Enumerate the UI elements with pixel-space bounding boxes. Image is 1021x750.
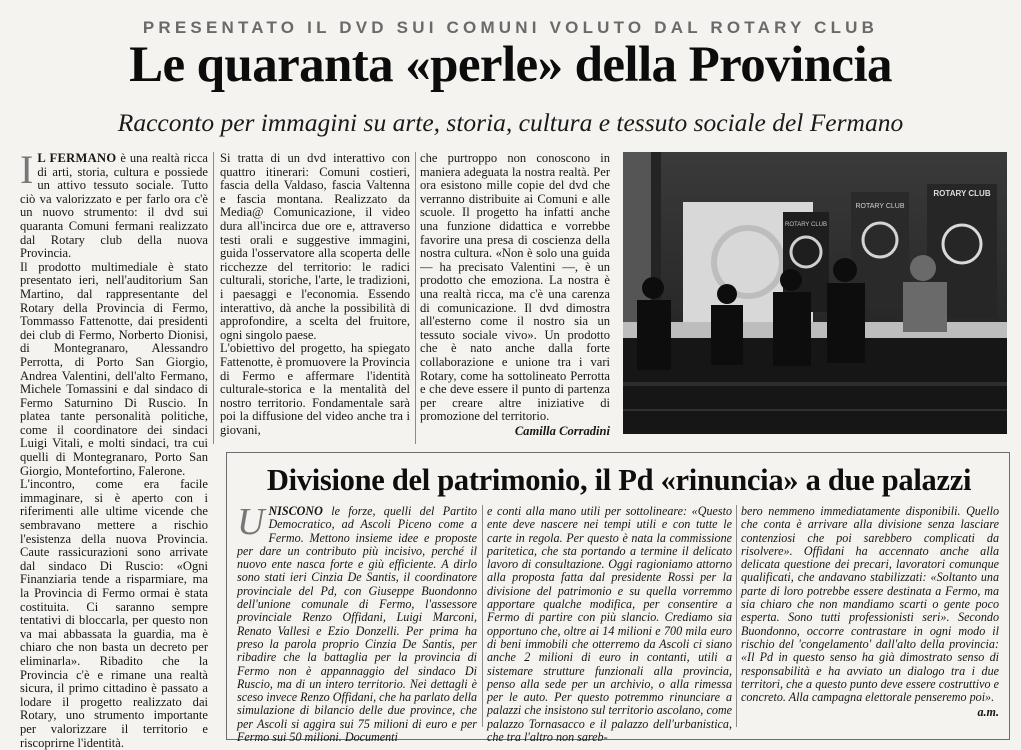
sidebar-paragraph: e conti alla mano utili per sottolineare: «Questo ente deve nascere nei tempi utili e con tutte le carte in regola. Per questo è nata la commissione paritetica, che sta portando a termine il delicato lavoro di consultazione. Oggi ragioniamo attorno alla proposta fatta dal presidente Rossi per la divisione del patrimonio e su quella vorremmo apportare qualche modifica, per consentire a Fermo di partire con più slancio. Crediamo sia opportuno che, oltre ai 14 milioni e 700 mila euro di beni immobili che otterremo da Ascoli ci siano anche 2 milioni di euro in contanti, utili a sistemare strutture funzionali alla provincia, penso alla sede per un archivio, o alla rimessa per le auto. Per questo potremmo rinunciare a palazzi che insistono sul territorio ascolano, come palazzo Tornasacco e il palazzo dell'urbanistica, che tra l'altro non sareb- xyxy=(487,504,732,745)
byline: Camilla Corradini xyxy=(514,423,610,438)
sidebar-paragraph xyxy=(237,501,477,745)
article-paragraph: Si tratta di un dvd interattivo con quattro itinerari: Comuni costieri, fascia della Valdaso, fascia Valtenna e fascia montana. Realizzato da Media@ Comunicazione, il video dura all'incirca due ore e, attraverso testi orali e suggestive immagini, guida l'osservatore alla scoperta delle ricchezze del territorio: le radici culturali, storiche, l'arte, le tradizioni, i paesaggi e l'economia. Essendo interattivo, dà anche la possibilità di approfondire, a scelta del fruitore, ogni singolo paese. xyxy=(220,151,410,342)
article-column-3 xyxy=(420,152,610,438)
event-photo xyxy=(623,152,1007,434)
lead-caps: NISCONO xyxy=(268,504,323,518)
article-paragraph xyxy=(20,147,208,261)
banner-label: ROTARY CLUB xyxy=(784,222,828,228)
banner-label: ROTARY CLUB xyxy=(933,189,991,198)
subhead: Racconto per immagini su arte, storia, cultura e tessuto sociale del Fermano xyxy=(117,108,904,137)
article-column-1 xyxy=(20,147,208,750)
lead-caps: L FERMANO xyxy=(37,151,117,165)
article-paragraph: che purtroppo non conoscono in maniera adeguata la nostra realtà. Per ora esistono mille copie del dvd che verranno distribuite ai Comuni e alle scuole. Il progetto ha infatti anche una funzione didattica e vorrebbe favorire una presa di coscienza della nostra cultura. «Non è solo una guida — ha precisato Valentini —, è un prodotto che emoziona. La nostra è una realtà ricca, ma c'è una carenza di comunicazione. Il dvd dimostra all'esterno come il nostro sia un tessuto sociale vivo». Un prodotto che è nato anche dalla forte collaborazione e unione tra i vari Rotary, come ha sottolineato Perrotta e che deve essere il punto di partenza per creare altre iniziative di promozione del territorio. xyxy=(420,151,610,424)
article-paragraph: L'incontro, come era facile immaginare, si è aperto con i riferimenti alle ultime vicende che sembravano mettere a rischio l'esistenza della nuova Provincia. Caute rassicurazioni sono arrivate dal sindaco Di Ruscio: «Ogni Finanziaria tende a risparmiare, ma la Provincia di Fermo ormai è stata costituita. Ci saranno sempre tentativi di bloccarla, per questo non va mai abbassata la guardia, ma è chiaro che non basta un decreto per eliminarla». Ribadito che la Provincia c'è e rimane una realtà sicura, il primo cittadino è passato a lodare il progetto realizzato dai Rotary, uno strumento importante per valorizzare il territorio e riscoprirne l'identità. xyxy=(20,477,208,750)
signature: a.m. xyxy=(977,705,999,720)
article-column-2 xyxy=(220,152,410,437)
kicker: PRESENTATO IL DVD SUI COMUNI VOLUTO DAL ROTARY CLUB xyxy=(142,18,879,37)
sidebar-column-1 xyxy=(237,501,477,745)
column-divider xyxy=(736,505,737,727)
sidebar-column-3 xyxy=(741,505,999,720)
sidebar-column-2 xyxy=(487,505,732,744)
column-divider xyxy=(415,152,416,444)
event-photo-graphic xyxy=(623,152,1007,434)
sidebar-paragraph: bero nemmeno immediatamente disponibili. Quello che conta è arrivare alla divisione senza lasciare contenziosi che poi sarebbero complicati da risolvere». Offidani ha accennato anche alla delicata questione dei precari, lavoratori comunque qualificati, che andavano stabilizzati: «Soltanto una parte di loro potrebbe essere destinata a Fermo, ma sia chiaro che non mandiamo scarti o gente poco esperta. Sono tutti professionisti seri». Secondo Buondonno, occorre contrastare in ogni modo il rischio del 'congelamento' dall'alto della provincia: «Il Pd in questo senso ha già dimostrato senso di responsabilità e ha avviato un dialogo tra i due territori, che a questo punto deve essere costruttivo e concreto. Alla campagna elettorale penseremo poi». xyxy=(741,504,999,705)
sidebar-article xyxy=(226,452,1010,745)
banner-label: ROTARY CLUB xyxy=(855,203,905,210)
sidebar-text: le forze, quelli del Partito Democratico, ad Ascoli Piceno come a Fermo. Mettono insieme idee e proposte per dare un contributo più incisivo, perché il nuovo ente nasca forte e giù efficiente. A dirlo sono stati ieri Cinzia De Santis, il coordinatore provinciale del Pd, con Giuseppe Buondonno dell'unione comunale di Fermo, l'assessore provinciale Renzo Offidani, Luigi Marconi, Renato Vallesi e Ezio Donzelli. Per prima ha preso la parola proprio Cinzia De Santis, per ribadire che la battaglia per la provincia di Fermo non è appannaggio del sindaco Di Ruscio, ma di un intero territorio. Nei dettagli è sceso invece Renzo Offidani, che ha parlato della simulazione di bilancio delle due province, che per Ascoli si aggira sui 75 milioni di euro e per Fermo sui 50 milioni. Documenti xyxy=(237,504,477,745)
column-divider xyxy=(482,505,483,727)
article-text: è una realtà ricca di arti, storia, cultura e possiede un attivo tessuto sociale. Tutto ciò va valorizzato e per farlo ora c'è un nuovo strumento: il dvd sui quaranta Comuni fermani realizzato dal Rotary club della nuova Provincia. xyxy=(20,151,208,261)
drop-cap: U xyxy=(237,501,265,543)
sidebar-title: Divisione del patrimonio, il Pd «rinuncia» a due palazzi xyxy=(266,463,972,497)
headline: Le quaranta «perle» della Provincia xyxy=(129,37,892,93)
column-divider xyxy=(213,152,214,444)
conference-table xyxy=(623,322,1007,338)
article-paragraph: L'obiettivo del progetto, ha spiegato Fattenotte, è promuovere la Provincia di Fermo e affermare l'identità culturale-storica e la mentalità del nostro territorio. Fondamentale sarà poi la diffusione del video anche tra i giovani, xyxy=(220,341,410,437)
article-paragraph: Il prodotto multimediale è stato presentato ieri, nell'auditorium San Martino, dal rappresentante del Rotary della Provincia di Fermo, Tommasso Fattenotte, dai presidenti dei club di Fermo, Norberto Dionisi, di Montegranaro, Alessandro Perrotta, di Porto San Giorgio, Andrea Valentini, dell'alto Fermano, Michele Tomassini e dal sindaco di Fermo Saturnino Di Ruscio. In platea tante personalità politiche, come il coordinatore dei sindaci Luigi Vitali, e molti sindaci, tra cui quelli di Montegranaro, Porto San Giorgio, Montefortino, Falerone. xyxy=(20,259,208,478)
drop-cap: I xyxy=(20,147,34,192)
